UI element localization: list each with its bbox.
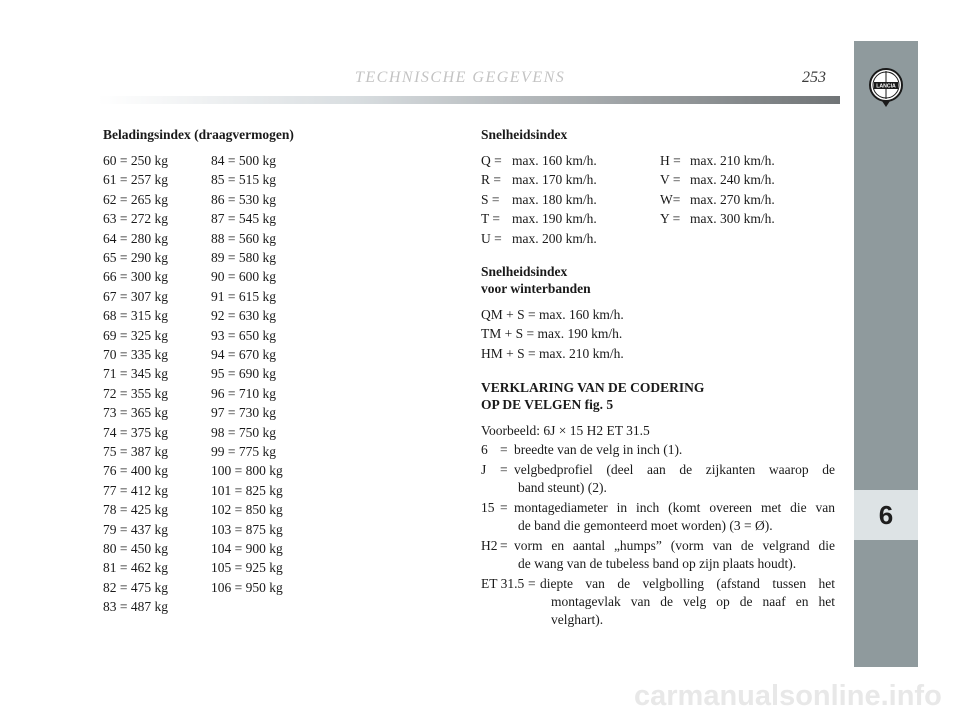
rim-code-definition: velgbedprofiel (deel aan de zijkanten waarop de [514, 462, 835, 477]
speed-index-code: W= [660, 191, 681, 207]
speed-index-value: max. 170 km/h. [512, 172, 597, 188]
load-index-row: 97 = 730 kg [211, 405, 276, 421]
speed-index-value: max. 180 km/h. [512, 191, 597, 207]
rim-code-definition: de wang van de tubeless band op zijn plaats houdt). [518, 556, 797, 571]
speed-index-code: S = [481, 191, 500, 207]
header-rule [98, 96, 840, 104]
load-index-row: 63 = 272 kg [103, 211, 168, 227]
load-index-row: 79 = 437 kg [103, 521, 168, 537]
speed-index-code: R = [481, 172, 501, 188]
load-index-row: 94 = 670 kg [211, 347, 276, 362]
load-index-row: 90 = 600 kg [211, 269, 276, 285]
load-index-row: 83 = 487 kg [103, 599, 168, 615]
winter-index-heading-line2: voor winterbanden [481, 281, 591, 296]
rim-code-label: H2 [481, 538, 498, 553]
load-index-row: 86 = 530 kg [211, 191, 276, 207]
rim-coding-heading-line2: OP DE VELGEN fig. 5 [481, 397, 614, 412]
rim-coding-heading-line1: VERKLARING VAN DE CODERING [481, 380, 705, 395]
load-index-row: 76 = 400 kg [103, 463, 168, 479]
load-index-row: 101 = 825 kg [211, 482, 283, 498]
load-index-row: 92 = 630 kg [211, 308, 276, 324]
load-index-row: 70 = 335 kg [103, 347, 168, 362]
load-index-row: 95 = 690 kg [211, 366, 276, 382]
load-index-row: 81 = 462 kg [103, 560, 168, 576]
speed-index-heading: Snelheidsindex [481, 127, 568, 142]
watermark: carmanualsonline.info [634, 680, 942, 712]
rim-code-definition: diepte van de velgbolling (afstand tussen het [540, 576, 835, 591]
load-index-row: 64 = 280 kg [103, 230, 168, 246]
rim-code-definition: de band die gemonteerd moet worden) (3 = Ø). [518, 518, 773, 533]
load-index-row: 68 = 315 kg [103, 308, 168, 324]
rim-code-label: 15 [481, 500, 495, 515]
load-index-row: 80 = 450 kg [103, 541, 168, 556]
rim-code-equals: = [528, 576, 536, 591]
load-index-row: 102 = 850 kg [211, 502, 283, 518]
speed-index-code: Y = [660, 211, 681, 227]
load-index-row: 78 = 425 kg [103, 502, 168, 518]
rim-code-definition: montagediameter in inch (komt overeen met die van [514, 500, 835, 515]
rim-code-definition: band steunt) (2). [518, 480, 607, 495]
load-index-row: 61 = 257 kg [103, 172, 168, 188]
load-index-heading: Beladingsindex (draagvermogen) [103, 127, 294, 142]
load-index-row: 103 = 875 kg [211, 521, 283, 537]
speed-index-value: max. 210 km/h. [690, 153, 775, 168]
rim-code-definition: breedte van de velg in inch (1). [514, 442, 683, 457]
load-index-row: 87 = 545 kg [211, 211, 276, 227]
load-index-row: 106 = 950 kg [211, 579, 283, 595]
load-index-row: 89 = 580 kg [211, 250, 276, 265]
winter-index-row: HM + S = max. 210 km/h. [481, 345, 624, 361]
rim-code-definition: velghart). [551, 612, 604, 627]
load-index-row: 60 = 250 kg [103, 153, 168, 168]
lancia-logo-icon [868, 65, 904, 109]
speed-index-value: max. 190 km/h. [512, 211, 597, 227]
load-index-row: 75 = 387 kg [103, 444, 168, 459]
load-index-row: 93 = 650 kg [211, 327, 276, 343]
rim-code-equals: = [500, 462, 508, 477]
load-index-row: 91 = 615 kg [211, 288, 276, 304]
load-index-row: 99 = 775 kg [211, 444, 276, 459]
speed-index-value: max. 300 km/h. [690, 211, 775, 227]
load-index-row: 66 = 300 kg [103, 269, 168, 285]
load-index-row: 88 = 560 kg [211, 230, 276, 246]
rim-code-label: ET 31.5 [481, 576, 525, 591]
winter-index-row: QM + S = max. 160 km/h. [481, 307, 624, 322]
load-index-row: 65 = 290 kg [103, 250, 168, 265]
load-index-row: 77 = 412 kg [103, 482, 168, 498]
rim-code-equals: = [500, 442, 508, 457]
load-index-row: 73 = 365 kg [103, 405, 168, 421]
rim-code-definition: montagevlak van de velg op de naaf en het [551, 594, 835, 609]
speed-index-code: U = [481, 230, 502, 246]
load-index-row: 67 = 307 kg [103, 288, 168, 304]
rim-coding-example: Voorbeeld: 6J × 15 H2 ET 31.5 [481, 423, 650, 438]
chapter-side-panel [854, 41, 918, 667]
load-index-row: 82 = 475 kg [103, 579, 168, 595]
winter-index-heading-line1: Snelheidsindex [481, 264, 568, 279]
rim-code-equals: = [500, 500, 508, 515]
load-index-row: 71 = 345 kg [103, 366, 168, 382]
load-index-row: 96 = 710 kg [211, 385, 276, 401]
load-index-row: 62 = 265 kg [103, 191, 168, 207]
rim-code-definition: vorm en aantal „humps” (vorm van de velgrand die [514, 538, 835, 553]
load-index-row: 85 = 515 kg [211, 172, 276, 188]
speed-index-value: max. 240 km/h. [690, 172, 775, 188]
speed-index-code: Q = [481, 153, 502, 168]
speed-index-value: max. 270 km/h. [690, 191, 775, 207]
load-index-row: 104 = 900 kg [211, 541, 283, 556]
load-index-row: 69 = 325 kg [103, 327, 168, 343]
speed-index-code: T = [481, 211, 500, 227]
speed-index-code: V = [660, 172, 681, 188]
load-index-row: 105 = 925 kg [211, 560, 283, 576]
rim-code-equals: = [500, 538, 508, 553]
load-index-row: 98 = 750 kg [211, 424, 276, 440]
running-header-title: TECHNISCHE GEGEVENS [355, 69, 566, 86]
rim-code-label: 6 [481, 442, 488, 457]
load-index-row: 84 = 500 kg [211, 153, 276, 168]
chapter-tab[interactable]: 6 [854, 490, 918, 540]
svg-text:LANCIA: LANCIA [876, 83, 896, 90]
load-index-row: 100 = 800 kg [211, 463, 283, 479]
page-number: 253 [802, 69, 826, 86]
load-index-row: 72 = 355 kg [103, 385, 168, 401]
rim-code-label: J [481, 462, 487, 477]
winter-index-row: TM + S = max. 190 km/h. [481, 326, 623, 342]
speed-index-value: max. 160 km/h. [512, 153, 597, 168]
load-index-row: 74 = 375 kg [103, 424, 168, 440]
speed-index-value: max. 200 km/h. [512, 230, 597, 246]
speed-index-code: H = [660, 153, 681, 168]
